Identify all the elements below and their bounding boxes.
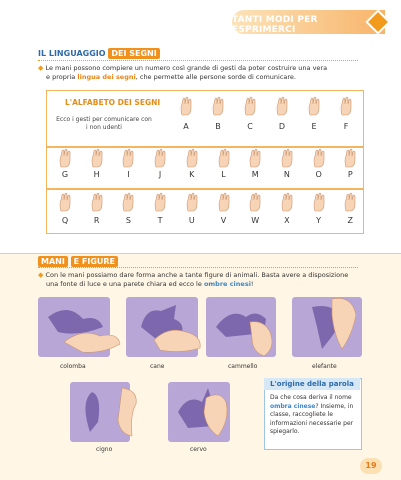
alphabet-subtitle: Ecco i gesti per comunicare con i non udenti	[56, 116, 152, 131]
section-title-mani	[38, 257, 118, 266]
origin-text-suffix: ? Insieme, in classe, raccogliete le informazioni necessarie per spiegarlo.	[270, 402, 354, 435]
letter-g: G	[61, 170, 69, 179]
bullet-icon: ◆	[38, 271, 44, 279]
sign-v-hand-image	[216, 192, 232, 216]
sign-l-hand-image	[216, 148, 232, 172]
sign-j-hand-image	[152, 148, 168, 172]
section2-divider	[38, 267, 358, 269]
colomba-caption: colomba	[60, 363, 86, 370]
sign-o-hand-image	[311, 148, 327, 172]
letter-y: Y	[316, 216, 322, 225]
sign-g-hand-image	[57, 148, 73, 172]
letter-c: C	[247, 122, 253, 131]
section1-text-suffix: , che permette alle persone sorde di comunicare.	[135, 73, 296, 81]
letter-p: P	[347, 170, 353, 179]
cervo-hands-image	[198, 388, 232, 444]
cigno-caption: cigno	[96, 446, 113, 453]
letter-q: Q	[61, 216, 69, 225]
section-title-linguaggio	[38, 49, 160, 58]
section2-text-suffix: !	[250, 280, 254, 288]
section2-text-line1: Con le mani possiamo dare forma anche a tante figure di animali. Basta avere a disposizione	[45, 271, 349, 279]
sign-e-hand-image	[306, 96, 322, 120]
cammello-hands-image	[244, 318, 280, 362]
alphabet-title: L'ALFABETO DEI SEGNI	[65, 98, 161, 107]
sign-w-hand-image	[247, 192, 263, 216]
origin-text-prefix: Da che cosa deriva il nome	[270, 394, 352, 401]
ombra-cinese-highlight: ombra cinese	[270, 402, 316, 410]
cane-caption: cane	[150, 363, 165, 370]
sign-s-hand-image	[120, 192, 136, 216]
letter-l: L	[221, 170, 226, 179]
letter-a: A	[183, 122, 189, 131]
origin-box-title: L'origine della parola	[264, 378, 360, 390]
lingua-dei-segni-highlight: lingua dei segni	[77, 73, 136, 81]
letter-u: U	[188, 216, 195, 225]
sign-h-hand-image	[89, 148, 105, 172]
section1-paragraph	[38, 64, 368, 82]
header-banner	[232, 10, 385, 34]
section-divider	[38, 60, 358, 62]
cigno-hands-image	[110, 384, 144, 444]
ombre-cinesi-highlight: ombre cinesi	[203, 280, 251, 288]
letter-j: J	[158, 170, 162, 179]
page-number: 19	[360, 458, 382, 474]
letter-b: B	[215, 122, 221, 131]
sign-m-hand-image	[247, 148, 263, 172]
sign-x-hand-image	[279, 192, 295, 216]
letter-r: R	[93, 216, 100, 225]
sign-k-hand-image	[184, 148, 200, 172]
letter-s: S	[125, 216, 131, 225]
origin-box-text	[270, 394, 358, 437]
letter-d: D	[278, 122, 286, 131]
sign-p-hand-image	[342, 148, 358, 172]
sign-a-hand-image	[178, 96, 194, 120]
sign-c-hand-image	[242, 96, 258, 120]
sign-i-hand-image	[120, 148, 136, 172]
sign-f-hand-image	[338, 96, 354, 120]
letter-h: H	[93, 170, 100, 179]
sign-n-hand-image	[279, 148, 295, 172]
sign-y-hand-image	[311, 192, 327, 216]
section1-text-line2-prefix: e propria	[46, 73, 76, 81]
section2-title-part2: E FIGURE	[71, 256, 118, 267]
letter-k: K	[189, 170, 195, 179]
bullet-icon: ◆	[38, 64, 44, 72]
letter-e: E	[311, 122, 317, 131]
letter-z: Z	[347, 216, 354, 225]
letter-w: W	[251, 216, 260, 225]
section2-paragraph	[38, 271, 378, 289]
letter-n: N	[283, 170, 290, 179]
section2-title-part1: MANI	[38, 256, 68, 267]
letter-f: F	[343, 122, 349, 131]
section-title-part1: IL LINGUAGGIO	[38, 49, 106, 58]
colomba-hands-image	[62, 322, 122, 360]
letter-m: M	[251, 170, 259, 179]
letter-x: X	[284, 216, 290, 225]
elefante-hands-image	[322, 295, 362, 355]
elefante-caption: elefante	[312, 363, 337, 370]
sign-b-hand-image	[210, 96, 226, 120]
sign-z-hand-image	[342, 192, 358, 216]
cervo-caption: cervo	[190, 446, 207, 453]
section2-text-line2: una fonte di luce e una parete chiara ed ecco le	[46, 280, 202, 288]
sign-q-hand-image	[57, 192, 73, 216]
letter-i: I	[127, 170, 130, 179]
cane-hands-image	[150, 322, 206, 360]
letter-t: T	[157, 216, 163, 225]
sign-d-hand-image	[274, 96, 290, 120]
cammello-caption: cammello	[228, 363, 258, 370]
letter-v: V	[220, 216, 227, 225]
sign-t-hand-image	[152, 192, 168, 216]
letter-o: O	[315, 170, 322, 179]
section1-text-line1: Le mani possono compiere un numero così grande di gesti da poter costruire una vera	[45, 64, 328, 72]
sign-r-hand-image	[89, 192, 105, 216]
section-separator	[0, 253, 401, 254]
sign-u-hand-image	[184, 192, 200, 216]
banner-title: TANTI MODI PER ESPRIMERCI	[232, 15, 318, 35]
section-title-part2: DEI SEGNI	[108, 48, 159, 59]
